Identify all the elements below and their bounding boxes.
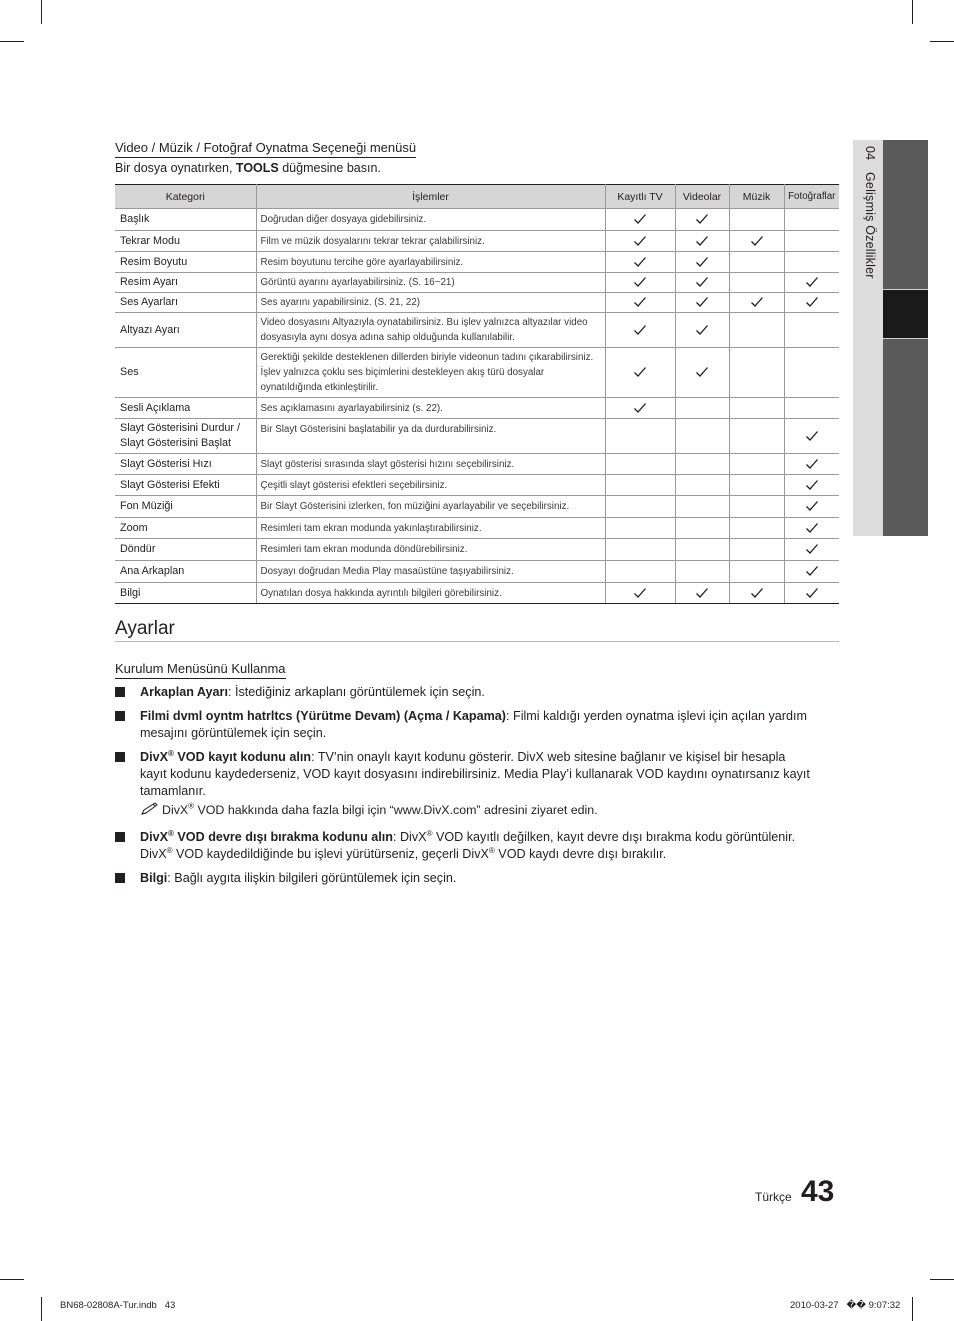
print-file-info: BN68-02808A-Tur.indb 43 <box>60 1300 176 1311</box>
support-cell-music <box>729 561 784 583</box>
support-cell-music <box>729 293 784 313</box>
category-cell: Resim Boyutu <box>115 252 256 273</box>
crop-mark <box>912 1297 913 1321</box>
chapter-title: Gelişmiş Özellikler <box>863 172 877 279</box>
operation-cell: Ses açıklamasını ayarlayabilirsiniz (s. 22). <box>256 398 605 419</box>
table-header-row <box>115 185 839 209</box>
checkmark-icon <box>750 294 764 311</box>
category-cell: Slayt Gösterisini Durdur / Slayt Gösterisini Başlat <box>115 419 256 454</box>
operation-cell: Görüntü ayarını ayarlayabilirsiniz. (S. 16~21) <box>256 273 605 293</box>
category-cell: Fon Müziği <box>115 496 256 518</box>
item-term: DivX <box>140 750 168 764</box>
checkmark-icon <box>805 498 819 515</box>
item-term: Filmi dvml oyntm hatrltcs (Yürütme Devam) (Açma / Kapama) <box>140 709 507 723</box>
registered-mark: ® <box>188 801 195 811</box>
support-cell-photo <box>784 313 839 348</box>
table-row <box>115 348 839 398</box>
section-title: Ayarlar <box>115 618 175 639</box>
crop-mark <box>930 1279 954 1280</box>
checkmark-icon <box>695 253 709 270</box>
support-cell-music <box>729 209 784 231</box>
support-cell-tv <box>605 518 675 539</box>
item-description: VOD kaydedildiğinde bu işlevi yürütürseniz, geçerli DivX <box>172 847 489 861</box>
category-cell: Altyazı Ayarı <box>115 313 256 348</box>
table-row <box>115 539 839 561</box>
crop-mark <box>41 0 42 24</box>
operation-cell: Doğrudan diğer dosyaya gidebilirsiniz. <box>256 209 605 231</box>
support-cell-music <box>729 539 784 561</box>
chapter-number: 04 <box>863 146 877 161</box>
support-cell-tv <box>605 419 675 454</box>
operation-cell: Video dosyasını Altyazıyla oynatabilirsiniz. Bu işlev yalnızca altyazılar video dosyasıyla aynı dosya adına sahip olduğunda kullanılabilir. <box>256 313 605 348</box>
list-item <box>115 684 815 701</box>
checkmark-icon <box>633 232 647 249</box>
footer-language: Türkçe <box>755 1190 792 1204</box>
support-cell-photo <box>784 273 839 293</box>
checkmark-icon <box>695 364 709 381</box>
support-cell-music <box>729 475 784 496</box>
checkmark-icon <box>805 541 819 558</box>
registered-mark: ® <box>426 828 433 838</box>
operation-cell: Dosyayı doğrudan Media Play masaüstüne taşıyabilirsiniz. <box>256 561 605 583</box>
bullet-square-icon <box>115 832 125 842</box>
support-cell-photo <box>784 496 839 518</box>
support-cell-music <box>729 496 784 518</box>
checkmark-icon <box>805 476 819 493</box>
crop-mark <box>41 1297 42 1321</box>
operation-cell: Gerektiği şekilde desteklenen dillerden biriyle videonun tadını çıkarabilirsiniz. İşlev yalnızca çoklu ses biçimlerini destekleyen akış türü dosyalar oynatıldığında etkinleştirilir. <box>256 348 605 398</box>
item-description: : İstediğiniz arkaplanı görüntülemek için seçin. <box>227 685 485 699</box>
side-tab-active-marker <box>883 290 928 338</box>
table-row <box>115 518 839 539</box>
support-cell-photo <box>784 583 839 604</box>
category-cell: Ses Ayarları <box>115 293 256 313</box>
support-cell-tv <box>605 293 675 313</box>
support-cell-music <box>729 583 784 604</box>
column-header: Videolar <box>675 185 729 209</box>
item-description: : DivX <box>392 830 427 844</box>
support-cell-video <box>675 518 729 539</box>
support-cell-video <box>675 475 729 496</box>
list-item <box>115 829 815 863</box>
checkmark-icon <box>805 563 819 580</box>
checkmark-icon <box>633 321 647 338</box>
operation-cell: Resimleri tam ekran modunda yakınlaştırabilirsiniz. <box>256 518 605 539</box>
support-cell-video <box>675 419 729 454</box>
item-term: DivX <box>140 830 168 844</box>
bullet-square-icon <box>115 752 125 762</box>
support-cell-tv <box>605 398 675 419</box>
table-row <box>115 398 839 419</box>
support-cell-tv <box>605 209 675 231</box>
support-cell-tv <box>605 252 675 273</box>
table-row <box>115 496 839 518</box>
support-cell-tv <box>605 583 675 604</box>
item-term: Bilgi <box>140 871 168 885</box>
category-cell: Slayt Gösterisi Efekti <box>115 475 256 496</box>
page-number: 43 <box>801 1175 835 1208</box>
support-cell-photo <box>784 252 839 273</box>
table-body <box>115 209 839 604</box>
crop-mark <box>930 41 954 42</box>
table-row <box>115 419 839 454</box>
checkmark-icon <box>805 584 819 601</box>
side-tab-divider <box>883 338 928 339</box>
support-cell-video <box>675 454 729 475</box>
bullet-square-icon <box>115 687 125 697</box>
support-cell-tv <box>605 231 675 252</box>
support-cell-photo <box>784 209 839 231</box>
item-description: VOD kaydı devre dışı bırakılır. <box>494 847 667 861</box>
playback-options-table <box>115 184 839 604</box>
checkmark-icon <box>695 584 709 601</box>
support-cell-music <box>729 518 784 539</box>
support-cell-photo <box>784 518 839 539</box>
registered-mark: ® <box>166 845 173 855</box>
table-row <box>115 475 839 496</box>
support-cell-video <box>675 293 729 313</box>
checkmark-icon <box>695 321 709 338</box>
note-text: VOD hakkında daha fazla bilgi için “www.DivX.com” adresini ziyaret edin. <box>194 802 598 817</box>
checkmark-icon <box>633 274 647 291</box>
pencil-note-icon <box>140 802 162 819</box>
operation-cell: Bir Slayt Gösterisini izlerken, fon müziğini ayarlayabilir ve seçebilirsiniz. <box>256 496 605 518</box>
support-cell-video <box>675 398 729 419</box>
column-header: İşlemler <box>256 185 605 209</box>
support-cell-tv <box>605 475 675 496</box>
category-cell: Ana Arkaplan <box>115 561 256 583</box>
support-cell-video <box>675 539 729 561</box>
intro-tools-key: TOOLS <box>235 161 279 175</box>
support-cell-video <box>675 313 729 348</box>
support-cell-video <box>675 496 729 518</box>
checkmark-icon <box>805 455 819 472</box>
support-cell-video <box>675 231 729 252</box>
checkmark-icon <box>695 274 709 291</box>
support-cell-photo <box>784 475 839 496</box>
crop-mark <box>0 1279 24 1280</box>
crop-mark <box>912 0 913 24</box>
checkmark-icon <box>805 519 819 536</box>
support-cell-photo <box>784 348 839 398</box>
support-cell-music <box>729 348 784 398</box>
table-row <box>115 273 839 293</box>
support-cell-tv <box>605 273 675 293</box>
support-cell-music <box>729 252 784 273</box>
support-cell-photo <box>784 231 839 252</box>
print-timestamp: 2010-03-27 �� 9:07:32 <box>790 1300 901 1311</box>
chapter-label <box>863 146 877 279</box>
checkmark-icon <box>695 294 709 311</box>
operation-cell: Resim boyutunu tercihe göre ayarlayabilirsiniz. <box>256 252 605 273</box>
support-cell-tv <box>605 496 675 518</box>
table-row <box>115 561 839 583</box>
support-cell-music <box>729 231 784 252</box>
operation-cell: Bir Slayt Gösterisini başlatabilir ya da durdurabilirsiniz. <box>256 419 605 454</box>
support-cell-tv <box>605 348 675 398</box>
support-cell-photo <box>784 454 839 475</box>
checkmark-icon <box>695 211 709 228</box>
registered-mark: ® <box>488 845 495 855</box>
playback-menu-heading: Video / Müzik / Fotoğraf Oynatma Seçeneği menüsü <box>115 140 416 158</box>
list-item <box>115 708 815 742</box>
checkmark-icon <box>750 584 764 601</box>
setup-menu-heading: Kurulum Menüsünü Kullanma <box>115 661 286 679</box>
operation-cell: Slayt gösterisi sırasında slayt gösterisi hızını seçebilirsiniz. <box>256 454 605 475</box>
table-row <box>115 293 839 313</box>
table-row <box>115 454 839 475</box>
support-cell-photo <box>784 539 839 561</box>
category-cell: Zoom <box>115 518 256 539</box>
item-term: VOD kayıt kodunu alın <box>173 750 312 764</box>
item-description: : Filmi kaldığı yerden oynatma işlevi için açılan yardım mesajını görüntülemek için seçin. <box>140 709 807 740</box>
support-cell-tv <box>605 454 675 475</box>
intro-text: düğmesine basın. <box>278 161 381 175</box>
category-cell: Döndür <box>115 539 256 561</box>
support-cell-video <box>675 273 729 293</box>
operation-cell: Çeşitli slayt gösterisi efektleri seçebilirsiniz. <box>256 475 605 496</box>
section-divider <box>115 641 839 642</box>
support-cell-music <box>729 454 784 475</box>
bullet-square-icon <box>115 873 125 883</box>
checkmark-icon <box>633 584 647 601</box>
support-cell-tv <box>605 313 675 348</box>
support-cell-photo <box>784 293 839 313</box>
support-cell-music <box>729 398 784 419</box>
support-cell-music <box>729 419 784 454</box>
column-header: Müzik <box>729 185 784 209</box>
column-header: Fotoğraflar <box>784 185 839 209</box>
support-cell-tv <box>605 539 675 561</box>
support-cell-video <box>675 348 729 398</box>
table-row <box>115 583 839 604</box>
checkmark-icon <box>805 427 819 444</box>
support-cell-video <box>675 583 729 604</box>
checkmark-icon <box>805 294 819 311</box>
category-cell: Slayt Gösterisi Hızı <box>115 454 256 475</box>
checkmark-icon <box>633 253 647 270</box>
checkmark-icon <box>633 399 647 416</box>
operation-cell: Film ve müzik dosyalarını tekrar tekrar çalabilirsiniz. <box>256 231 605 252</box>
support-cell-video <box>675 252 729 273</box>
registered-mark: ® <box>168 828 174 838</box>
support-cell-music <box>729 313 784 348</box>
item-description: : TV’nin onaylı kayıt kodunu gösterir. DivX web sitesine bağlanır ve kişisel bir hesapla kayıt kodunu kaydederseniz, VOD kayıt dosyasını indirebilirsiniz. Media Play’i kullanarak VOD kaydını oynatırsanız kayıt tamamlanır. <box>140 750 810 798</box>
bullet-square-icon <box>115 711 125 721</box>
column-header: Kayıtlı TV <box>605 185 675 209</box>
support-cell-video <box>675 561 729 583</box>
category-cell: Tekrar Modu <box>115 231 256 252</box>
side-tab-dark-band <box>883 140 928 536</box>
operation-cell: Ses ayarını yapabilirsiniz. (S. 21, 22) <box>256 293 605 313</box>
item-term: VOD devre dışı bırakma kodunu alın <box>173 830 393 844</box>
category-cell: Ses <box>115 348 256 398</box>
checkmark-icon <box>805 274 819 291</box>
support-cell-music <box>729 273 784 293</box>
note-text: DivX <box>162 802 189 817</box>
checkmark-icon <box>633 294 647 311</box>
item-term: Arkaplan Ayarı <box>140 685 228 699</box>
table-row <box>115 252 839 273</box>
table-row <box>115 313 839 348</box>
item-description: : Bağlı aygıta ilişkin bilgileri görüntülemek için seçin. <box>167 871 457 885</box>
registered-mark: ® <box>168 748 174 758</box>
intro-text: Bir dosya oynatırken, <box>115 161 236 175</box>
checkmark-icon <box>750 232 764 249</box>
table-row <box>115 231 839 252</box>
support-cell-tv <box>605 561 675 583</box>
category-cell: Resim Ayarı <box>115 273 256 293</box>
crop-mark <box>0 41 24 42</box>
operation-cell: Oynatılan dosya hakkında ayrıntılı bilgileri görebilirsiniz. <box>256 583 605 604</box>
operation-cell: Resimleri tam ekran modunda döndürebilirsiniz. <box>256 539 605 561</box>
support-cell-photo <box>784 398 839 419</box>
table-row <box>115 209 839 231</box>
support-cell-video <box>675 209 729 231</box>
support-cell-photo <box>784 419 839 454</box>
category-cell: Başlık <box>115 209 256 231</box>
checkmark-icon <box>633 364 647 381</box>
category-cell: Bilgi <box>115 583 256 604</box>
column-header: Kategori <box>115 185 256 209</box>
category-cell: Sesli Açıklama <box>115 398 256 419</box>
checkmark-icon <box>695 232 709 249</box>
checkmark-icon <box>633 211 647 228</box>
support-cell-photo <box>784 561 839 583</box>
list-item <box>115 870 815 887</box>
note <box>140 802 598 819</box>
playback-menu-intro <box>115 161 381 175</box>
list-item <box>115 749 815 800</box>
item-description: VOD kayıtlı değilken, kayıt devre dışı bırakma kodu görüntülenir. DivX <box>140 830 796 861</box>
